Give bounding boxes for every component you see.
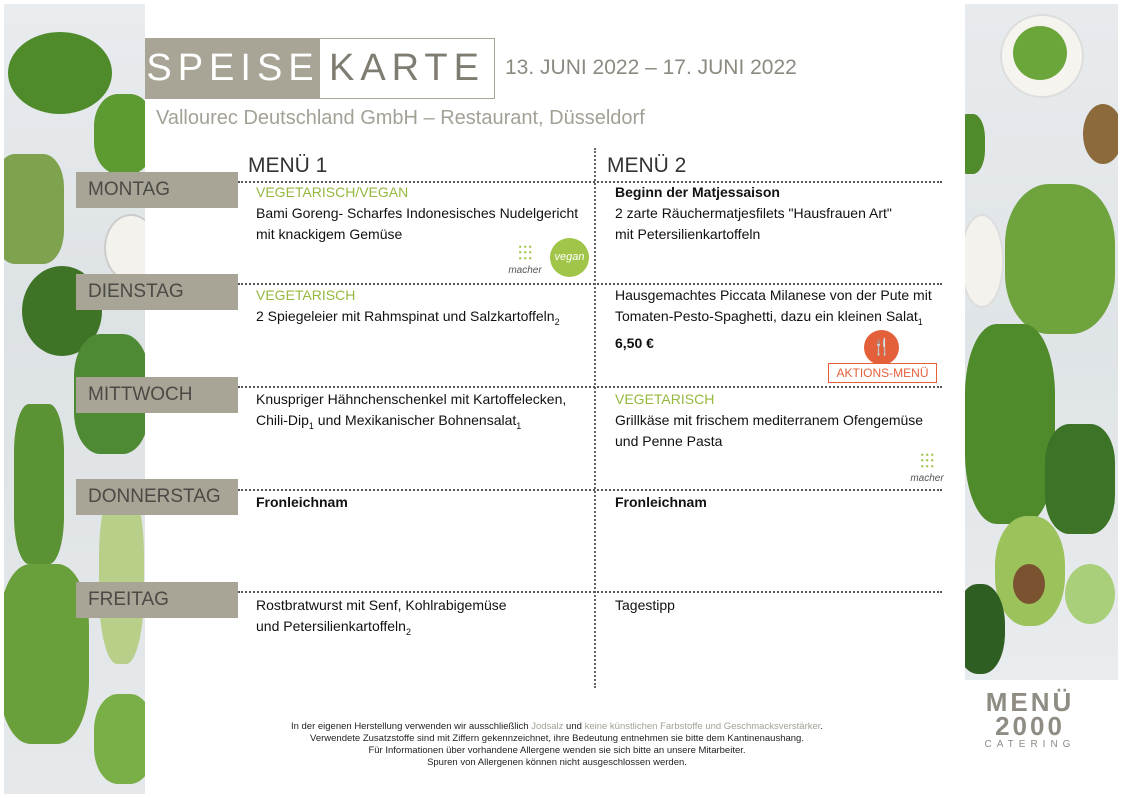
dish-heading: Beginn der Matjessaison [615,184,780,200]
price: 6,50 € [615,334,654,351]
mittwoch-menu1 [256,389,566,437]
montag-menu2 [615,182,892,245]
donnerstag-menu1: Fronleichnam [256,494,348,510]
macher-icon: ⫶⫶⫶ [517,243,533,265]
dish-line: und Penne Pasta [615,433,723,449]
mittwoch-menu2 [615,389,923,452]
footer-line: In der eigenen Herstellung verwenden wir ausschließlich Jodsalz und keine künstlichen Farbstoffe und Geschmacksverstärker. [290,721,824,732]
category-label: VEGETARISCH [615,391,715,407]
title-speise: SPEISE [146,39,320,98]
column-divider [594,148,596,688]
footer-notes [232,721,882,769]
menu2-heading: MENÜ 2 [607,154,687,177]
row-separator [238,489,942,491]
day-label-freitag: FREITAG [76,582,238,618]
date-range: 13. JUNI 2022 – 17. JUNI 2022 [505,56,797,79]
dienstag-menu1 [256,285,560,333]
row-separator [238,386,942,388]
dish-line: 2 zarte Räuchermatjesfilets "Hausfrauen Art" [615,205,892,221]
macher-badge: ⫶⫶⫶ macher [503,242,547,280]
aktions-menu-badge: AKTIONS-MENÜ [828,363,937,383]
donnerstag-menu2: Fronleichnam [615,494,707,510]
vegetables-photo-right [965,4,1118,680]
day-label-dienstag: DIENSTAG [76,274,238,310]
dish-line: mit Petersilienkartoffeln [615,226,761,242]
dish-line: Chili-Dip$_1$ und Mexikanischer Bohnensalat$_1$ [256,412,522,431]
day-label-mittwoch: MITTWOCH [76,377,238,413]
category-label: VEGETARISCH [256,287,356,303]
dish-line: und Petersilienkartoffeln$_2$ [256,618,411,637]
macher-icon: ⫶⫶⫶ [919,451,935,473]
footer-line: Für Informationen über vorhandene Allergene wenden sie sich bitte an unsere Mitarbeiter. [368,745,746,756]
montag-menu1 [256,182,578,245]
footer-line: Verwendete Zusatzstoffe sind mit Ziffern gekennzeichnet, ihre Bedeutung entnehmen sie bitte dem Kantinenaushang. [310,733,804,744]
freitag-menu1 [256,595,507,643]
cutlery-icon: 🍴 [864,330,899,365]
dish-line: Rostbratwurst mit Senf, Kohlrabigemüse [256,597,507,613]
macher-badge: ⫶⫶⫶ macher [905,450,949,488]
dish-line: Grillkäse mit frischem mediterranem Ofengemüse [615,412,924,428]
title-box [145,38,495,99]
dish-line: mit knackigem Gemüse [256,226,403,242]
menu1-heading: MENÜ 1 [248,154,328,177]
footer-line: Spuren von Allergenen können nicht ausgeschlossen werden. [427,757,687,768]
dish-line: Tomaten-Pesto-Spaghetti, dazu ein kleinen Salat$_1$ [615,308,923,327]
day-label-montag: MONTAG [76,172,238,208]
row-separator [238,591,942,593]
restaurant-subtitle: Vallourec Deutschland GmbH – Restaurant, Düsseldorf [156,107,645,129]
dish-line: Bami Goreng- Scharfes Indonesisches Nudelgericht [256,205,579,221]
dish-line: Hausgemachtes Piccata Milanese von der Pute mit [615,287,932,303]
dish-line: Knuspriger Hähnchenschenkel mit Kartoffelecken, [256,391,567,407]
vegan-badge: vegan [550,238,589,277]
freitag-menu2: Tagestipp [615,597,675,613]
dish-line: 2 Spiegeleier mit Rahmspinat und Salzkartoffeln$_2$ [256,308,560,327]
menu2000-logo: MENÜ 2000 CATERING [984,687,1076,750]
category-label: VEGETARISCH/VEGAN [256,184,409,200]
title-karte: KARTE [328,47,485,89]
day-label-donnerstag: DONNERSTAG [76,479,238,515]
